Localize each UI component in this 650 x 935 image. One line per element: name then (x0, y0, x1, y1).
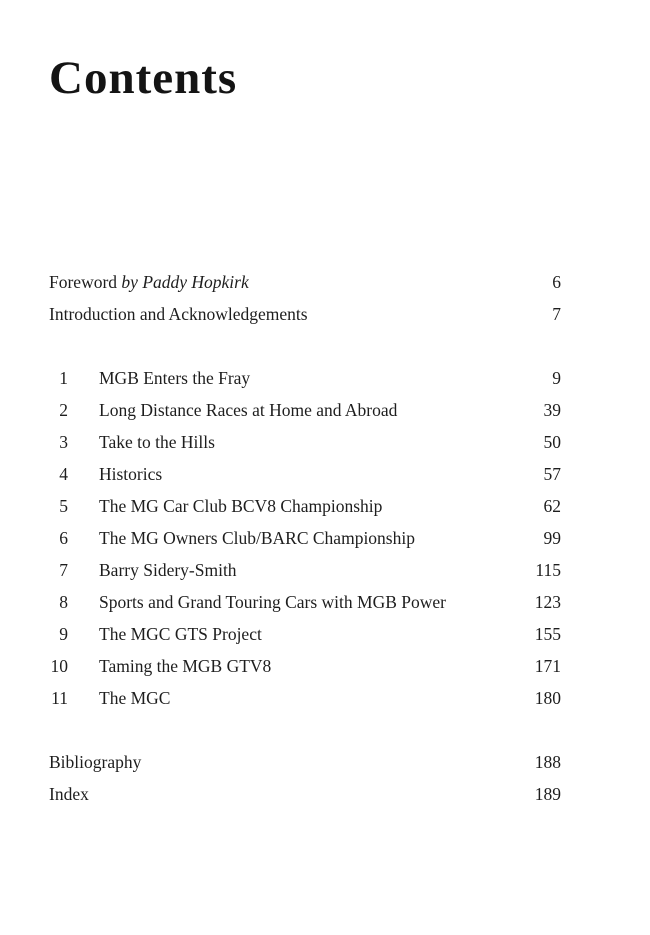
chapter-title: Taming the MGB GTV8 (99, 656, 272, 676)
chapter-title: Historics (99, 464, 163, 484)
table-of-contents (49, 266, 561, 810)
toc-chapter-9[interactable] (49, 618, 561, 650)
toc-entry-foreword[interactable] (49, 266, 561, 298)
chapter-title: The MG Car Club BCV8 Championship (99, 496, 383, 516)
chapter-number: 4 (59, 464, 68, 484)
chapter-number: 9 (59, 624, 68, 644)
toc-entry-page: 6 (552, 272, 561, 292)
chapter-page: 9 (552, 368, 561, 388)
chapter-page: 115 (535, 560, 561, 580)
toc-entry-bibliography[interactable] (49, 746, 561, 778)
toc-chapter-1[interactable] (49, 362, 561, 394)
chapter-page: 99 (543, 528, 561, 548)
chapter-title: The MGC (99, 688, 171, 708)
toc-chapter-4[interactable] (49, 458, 561, 490)
chapter-title: The MG Owners Club/BARC Championship (99, 528, 415, 548)
page-title: Contents (49, 52, 238, 104)
foreword-author: by Paddy Hopkirk (121, 272, 249, 292)
chapter-number: 5 (59, 496, 68, 516)
section-spacer (49, 714, 561, 746)
toc-entry-label: Introduction and Acknowledgements (49, 304, 308, 324)
section-spacer (49, 330, 561, 362)
chapter-page: 123 (534, 592, 561, 612)
chapter-title: Barry Sidery-Smith (99, 560, 237, 580)
toc-chapter-10[interactable] (49, 650, 561, 682)
toc-chapter-8[interactable] (49, 586, 561, 618)
chapter-number: 3 (59, 432, 68, 452)
chapter-page: 50 (543, 432, 561, 452)
chapter-number: 6 (59, 528, 68, 548)
toc-chapter-7[interactable] (49, 554, 561, 586)
toc-entry-label: Bibliography (49, 752, 142, 772)
toc-entry-index[interactable] (49, 778, 561, 810)
chapter-page: 171 (534, 656, 561, 676)
chapter-number: 10 (50, 656, 68, 676)
chapter-number: 2 (59, 400, 68, 420)
toc-entry-page: 189 (534, 784, 561, 804)
toc-chapter-3[interactable] (49, 426, 561, 458)
chapter-page: 57 (543, 464, 561, 484)
chapter-number: 7 (59, 560, 68, 580)
chapter-title: Long Distance Races at Home and Abroad (99, 400, 398, 420)
toc-chapter-6[interactable] (49, 522, 561, 554)
toc-entry-page: 7 (552, 304, 561, 324)
toc-chapter-5[interactable] (49, 490, 561, 522)
toc-entry-label: Foreword by Paddy Hopkirk (49, 272, 249, 292)
chapter-page: 180 (534, 688, 561, 708)
chapter-title: The MGC GTS Project (99, 624, 262, 644)
toc-entry-introduction[interactable] (49, 298, 561, 330)
chapter-page: 62 (543, 496, 561, 516)
chapter-page: 39 (543, 400, 561, 420)
toc-entry-label: Index (49, 784, 89, 804)
chapter-title: Sports and Grand Touring Cars with MGB Power (99, 592, 446, 612)
chapter-page: 155 (534, 624, 561, 644)
chapter-title: MGB Enters the Fray (99, 368, 251, 388)
chapter-number: 1 (59, 368, 68, 388)
toc-chapter-11[interactable] (49, 682, 561, 714)
toc-entry-page: 188 (534, 752, 561, 772)
chapter-number: 11 (51, 688, 68, 708)
chapter-number: 8 (59, 592, 68, 612)
toc-chapter-2[interactable] (49, 394, 561, 426)
chapter-title: Take to the Hills (99, 432, 215, 452)
